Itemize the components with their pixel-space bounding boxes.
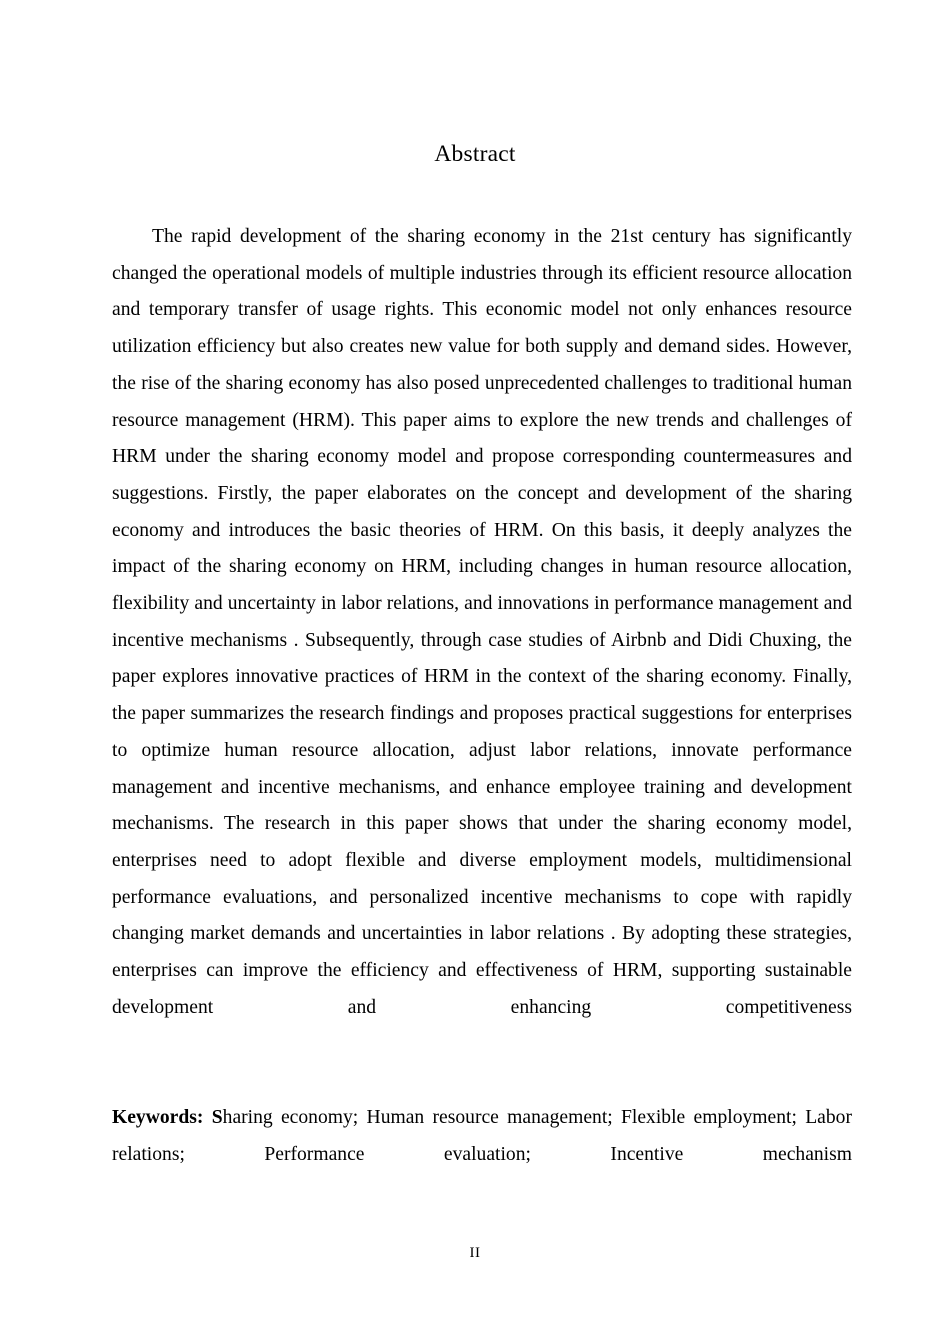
keywords-lead-char: S: [211, 1106, 223, 1128]
paragraph-spacer: [112, 1063, 852, 1100]
page-number: II: [469, 1245, 481, 1261]
abstract-paragraph: The rapid development of the sharing economy in the 21st century has significantly changed the operational models of multiple industries through its efficient resource allocation and temporary transfer of usage rights. This economic model not only enhances resource utilization efficiency but also creates new value for both supply and demand sides. However, the rise of the sharing economy has also posed unprecedented challenges to traditional human resource management (HRM). This paper aims to explore the new trends and challenges of HRM under the sharing economy model and propose corresponding countermeasures and suggestions. Firstly, the paper elaborates on the concept and development of the sharing economy and introduces the basic theories of HRM. On this basis, it deeply analyzes the impact of the sharing economy on HRM, including changes in human resource allocation, flexibility and uncertainty in labor relations, and innovations in performance management and incentive mechanisms . Subsequently, through case studies of Airbnb and Didi Chuxing, the paper explores innovative practices of HRM in the context of the sharing economy. Finally, the paper summarizes the research findings and proposes practical suggestions for enterprises to optimize human resource allocation, adjust labor relations, innovate performance management and incentive mechanisms, and enhance employee training and development mechanisms. The research in this paper shows that under the sharing economy model, enterprises need to adopt flexible and diverse employment models, multidimensional performance evaluations, and personalized incentive mechanisms to cope with rapidly changing market demands and uncertainties in labor relations . By adopting these strategies, enterprises can improve the efficiency and effectiveness of HRM, supporting sustainable development and enhancing competitiveness: [112, 226, 852, 1018]
page-title: Abstract: [434, 140, 516, 167]
keywords-paragraph: [112, 1100, 852, 1210]
keywords-list-text: haring economy; Human resource management; Flexible employment; Labor relations; Performance evaluation; Incentive mechanism: [112, 1106, 852, 1165]
keywords-label: Keywords:: [112, 1106, 204, 1128]
abstract-body: [112, 219, 852, 1210]
keywords-space: [203, 1107, 211, 1128]
